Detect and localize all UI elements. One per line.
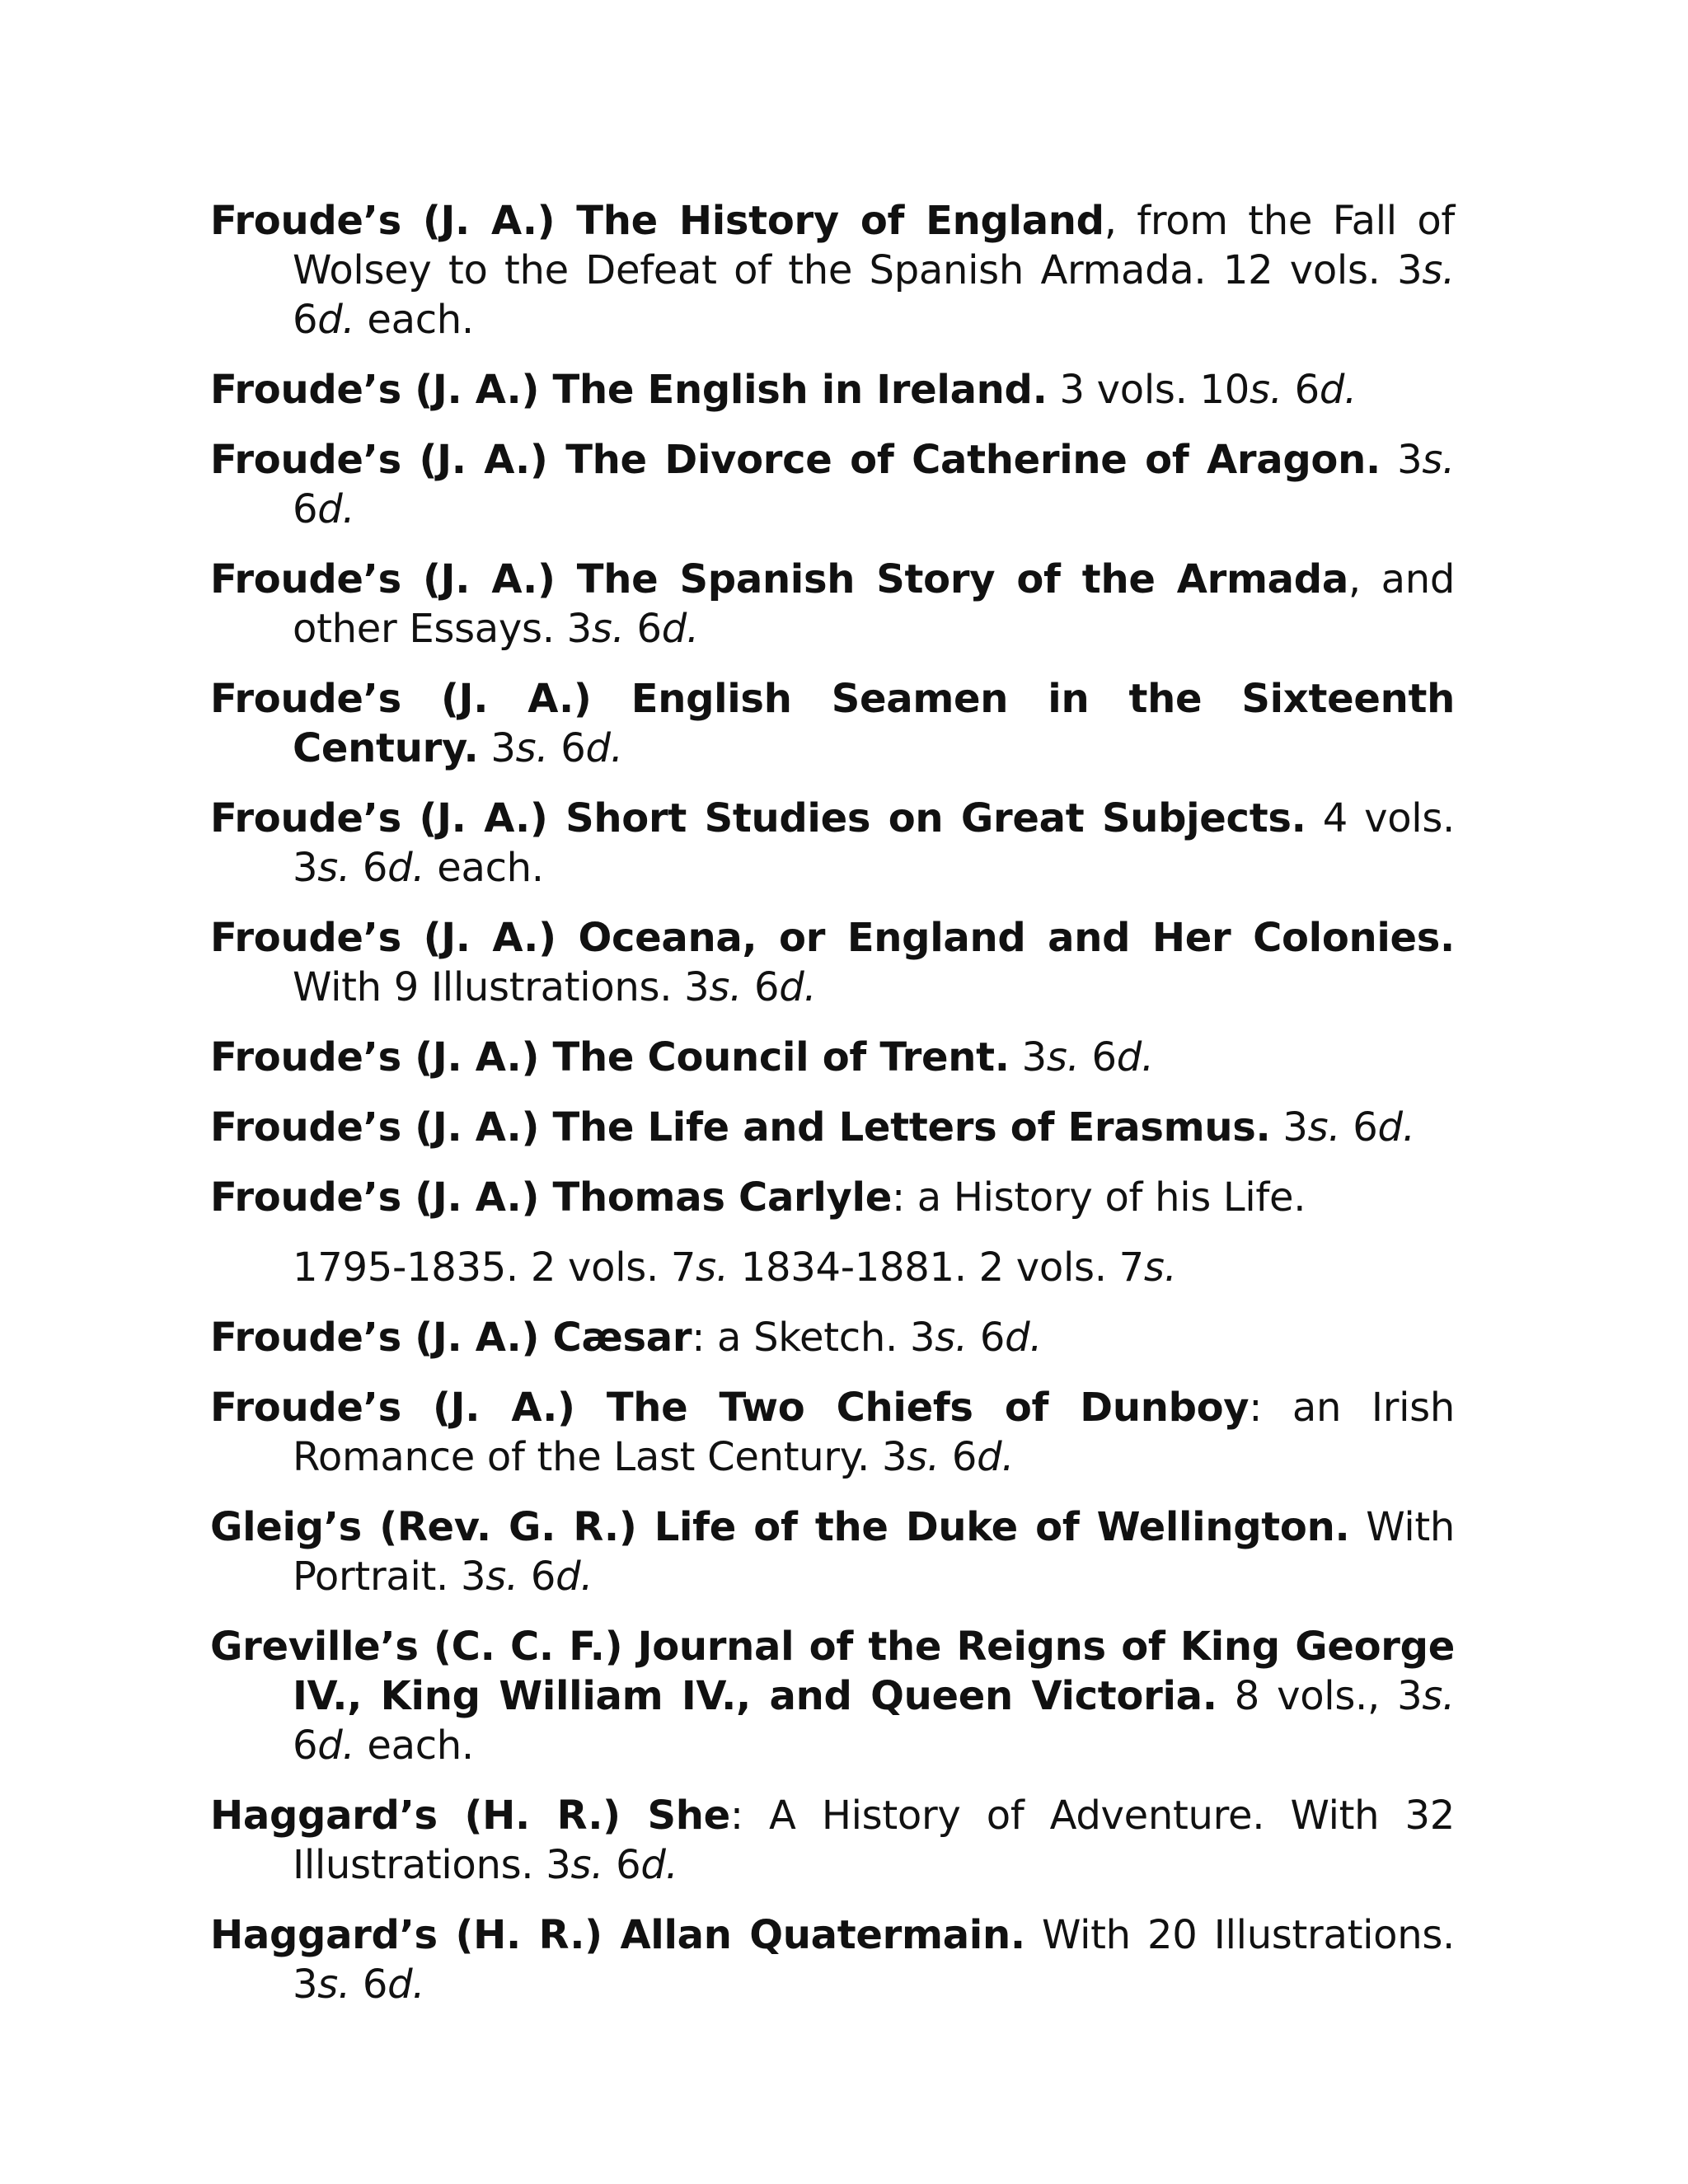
currency-abbreviation: s. bbox=[1422, 247, 1455, 293]
entry-details: 1795-1835. 2 vols. 7 bbox=[293, 1244, 696, 1291]
currency-abbreviation: s. bbox=[935, 1315, 968, 1361]
entry-details: 6 bbox=[293, 1722, 318, 1769]
currency-abbreviation: d. bbox=[387, 1961, 425, 2008]
entry-details: 3 bbox=[1380, 437, 1423, 483]
catalogue-entry bbox=[210, 794, 1455, 893]
entry-details: 3 bbox=[478, 725, 516, 771]
currency-abbreviation: d. bbox=[387, 845, 425, 891]
currency-abbreviation: d. bbox=[317, 486, 355, 532]
currency-abbreviation: s. bbox=[1143, 1244, 1177, 1291]
entry-title: Froude’s (J. A.) The Council of Trent. bbox=[210, 1034, 1010, 1080]
entry-title: Froude’s (J. A.) The Divorce of Catherine of Aragon. bbox=[210, 437, 1381, 483]
entry-details: With 20 Illustrations. 3 bbox=[293, 1912, 1455, 2008]
entry-details: 6 bbox=[293, 297, 318, 343]
entry-details: 4 vols. 3 bbox=[293, 795, 1455, 891]
entry-details: 6 bbox=[349, 1961, 388, 2008]
entry-details: 6 bbox=[624, 606, 662, 652]
currency-abbreviation: d. bbox=[317, 297, 355, 343]
currency-abbreviation: s. bbox=[696, 1244, 729, 1291]
catalogue-entry bbox=[210, 435, 1455, 534]
entry-title: Froude’s (J. A.) Short Studies on Great Subjects. bbox=[210, 795, 1306, 841]
catalogue-entry bbox=[210, 1622, 1455, 1770]
currency-abbreviation: s. bbox=[317, 845, 350, 891]
book-list-page bbox=[210, 196, 1455, 2030]
currency-abbreviation: s. bbox=[1422, 437, 1455, 483]
entry-title: Froude’s (J. A.) English Seamen in the Sixteenth Century. bbox=[210, 676, 1455, 771]
entry-details: 6 bbox=[293, 486, 318, 532]
entry-details: 3 bbox=[1270, 1104, 1308, 1151]
entry-details: each. bbox=[354, 1722, 474, 1769]
currency-abbreviation: s. bbox=[1307, 1104, 1341, 1151]
entry-details: 6 bbox=[939, 1434, 978, 1480]
currency-abbreviation: s. bbox=[515, 725, 549, 771]
entry-details: 6 bbox=[742, 964, 780, 1010]
entry-title: Froude’s (J. A.) Cæsar bbox=[210, 1315, 692, 1361]
currency-abbreviation: d. bbox=[585, 725, 623, 771]
entry-details: , from the Fall of Wolsey to the Defeat of the Spanish Armada. 12 vols. 3 bbox=[293, 198, 1456, 293]
entry-details: 6 bbox=[1340, 1104, 1378, 1151]
currency-abbreviation: d. bbox=[640, 1842, 678, 1888]
currency-abbreviation: s. bbox=[317, 1961, 350, 2008]
currency-abbreviation: s. bbox=[591, 606, 625, 652]
catalogue-entry bbox=[210, 1103, 1455, 1152]
entry-details: 6 bbox=[349, 845, 388, 891]
currency-abbreviation: s. bbox=[907, 1434, 940, 1480]
currency-abbreviation: d. bbox=[779, 964, 817, 1010]
entry-details: With Portrait. 3 bbox=[293, 1504, 1455, 1600]
entry-title: Froude’s (J. A.) Oceana, or England and Her Colonies. bbox=[210, 915, 1455, 961]
entry-details: , and other Essays. 3 bbox=[293, 556, 1455, 652]
catalogue-entry bbox=[210, 365, 1455, 415]
entry-title: Haggard’s (H. R.) Allan Quatermain. bbox=[210, 1912, 1025, 1958]
catalogue-entry bbox=[210, 1173, 1455, 1222]
catalogue-entry bbox=[210, 913, 1455, 1012]
catalogue-entry bbox=[210, 1502, 1455, 1601]
entry-details: 6 bbox=[548, 725, 586, 771]
entry-details: 6 bbox=[1282, 367, 1320, 413]
currency-abbreviation: d. bbox=[661, 606, 699, 652]
entry-details: : a History of his Life. bbox=[891, 1174, 1306, 1221]
currency-abbreviation: s. bbox=[1250, 367, 1282, 413]
entry-title: Froude’s (J. A.) The History of England bbox=[210, 198, 1104, 244]
currency-abbreviation: s. bbox=[1046, 1034, 1080, 1080]
catalogue-entry bbox=[210, 555, 1455, 654]
entry-title: Haggard’s (H. R.) She bbox=[210, 1793, 730, 1839]
entry-details: 6 bbox=[603, 1842, 641, 1888]
catalogue-entry bbox=[210, 1243, 1455, 1292]
catalogue-entry bbox=[210, 1383, 1455, 1482]
entry-details: 3 vols. 10 bbox=[1047, 367, 1250, 413]
entry-title: Froude’s (J. A.) The Two Chiefs of Dunboy bbox=[210, 1385, 1250, 1431]
entry-details: : a Sketch. 3 bbox=[692, 1315, 935, 1361]
catalogue-entry bbox=[210, 1033, 1455, 1082]
currency-abbreviation: d. bbox=[317, 1722, 355, 1769]
entry-details: : A History of Adventure. With 32 Illustrations. 3 bbox=[293, 1793, 1455, 1888]
entry-title: Froude’s (J. A.) The Spanish Story of the Armada bbox=[210, 556, 1348, 602]
currency-abbreviation: d. bbox=[977, 1434, 1015, 1480]
currency-abbreviation: d. bbox=[1005, 1315, 1043, 1361]
entry-title: Froude’s (J. A.) Thomas Carlyle bbox=[210, 1174, 892, 1221]
entry-details: 6 bbox=[518, 1554, 556, 1600]
entry-details: With 9 Illustrations. 3 bbox=[293, 964, 710, 1010]
catalogue-entry bbox=[210, 1791, 1455, 1890]
catalogue-entry bbox=[210, 674, 1455, 773]
entry-details: 8 vols., 3 bbox=[1217, 1673, 1423, 1719]
entry-title: Gleig’s (Rev. G. R.) Life of the Duke of Wellington. bbox=[210, 1504, 1350, 1550]
currency-abbreviation: s. bbox=[709, 964, 743, 1010]
currency-abbreviation: s. bbox=[485, 1554, 518, 1600]
currency-abbreviation: d. bbox=[1377, 1104, 1415, 1151]
entry-title: Greville’s (C. C. F.) Journal of the Reigns of King George IV., King William IV., and Queen Victoria. bbox=[210, 1624, 1455, 1719]
entry-title: Froude’s (J. A.) The Life and Letters of Erasmus. bbox=[210, 1104, 1271, 1151]
catalogue-entry bbox=[210, 1313, 1455, 1362]
entry-details: 1834-1881. 2 vols. 7 bbox=[728, 1244, 1144, 1291]
entry-details: 6 bbox=[967, 1315, 1006, 1361]
currency-abbreviation: d. bbox=[556, 1554, 593, 1600]
entry-details: each. bbox=[424, 845, 544, 891]
catalogue-entry bbox=[210, 1910, 1455, 2009]
catalogue-entry bbox=[210, 196, 1455, 344]
entry-title: Froude’s (J. A.) The English in Ireland. bbox=[210, 367, 1048, 413]
currency-abbreviation: s. bbox=[1422, 1673, 1455, 1719]
currency-abbreviation: d. bbox=[1116, 1034, 1154, 1080]
entry-details: : an Irish Romance of the Last Century. 3 bbox=[293, 1385, 1455, 1480]
currency-abbreviation: s. bbox=[570, 1842, 604, 1888]
entry-details: each. bbox=[354, 297, 474, 343]
currency-abbreviation: d. bbox=[1319, 367, 1357, 413]
entry-details: 6 bbox=[1079, 1034, 1117, 1080]
entry-details: 3 bbox=[1009, 1034, 1047, 1080]
